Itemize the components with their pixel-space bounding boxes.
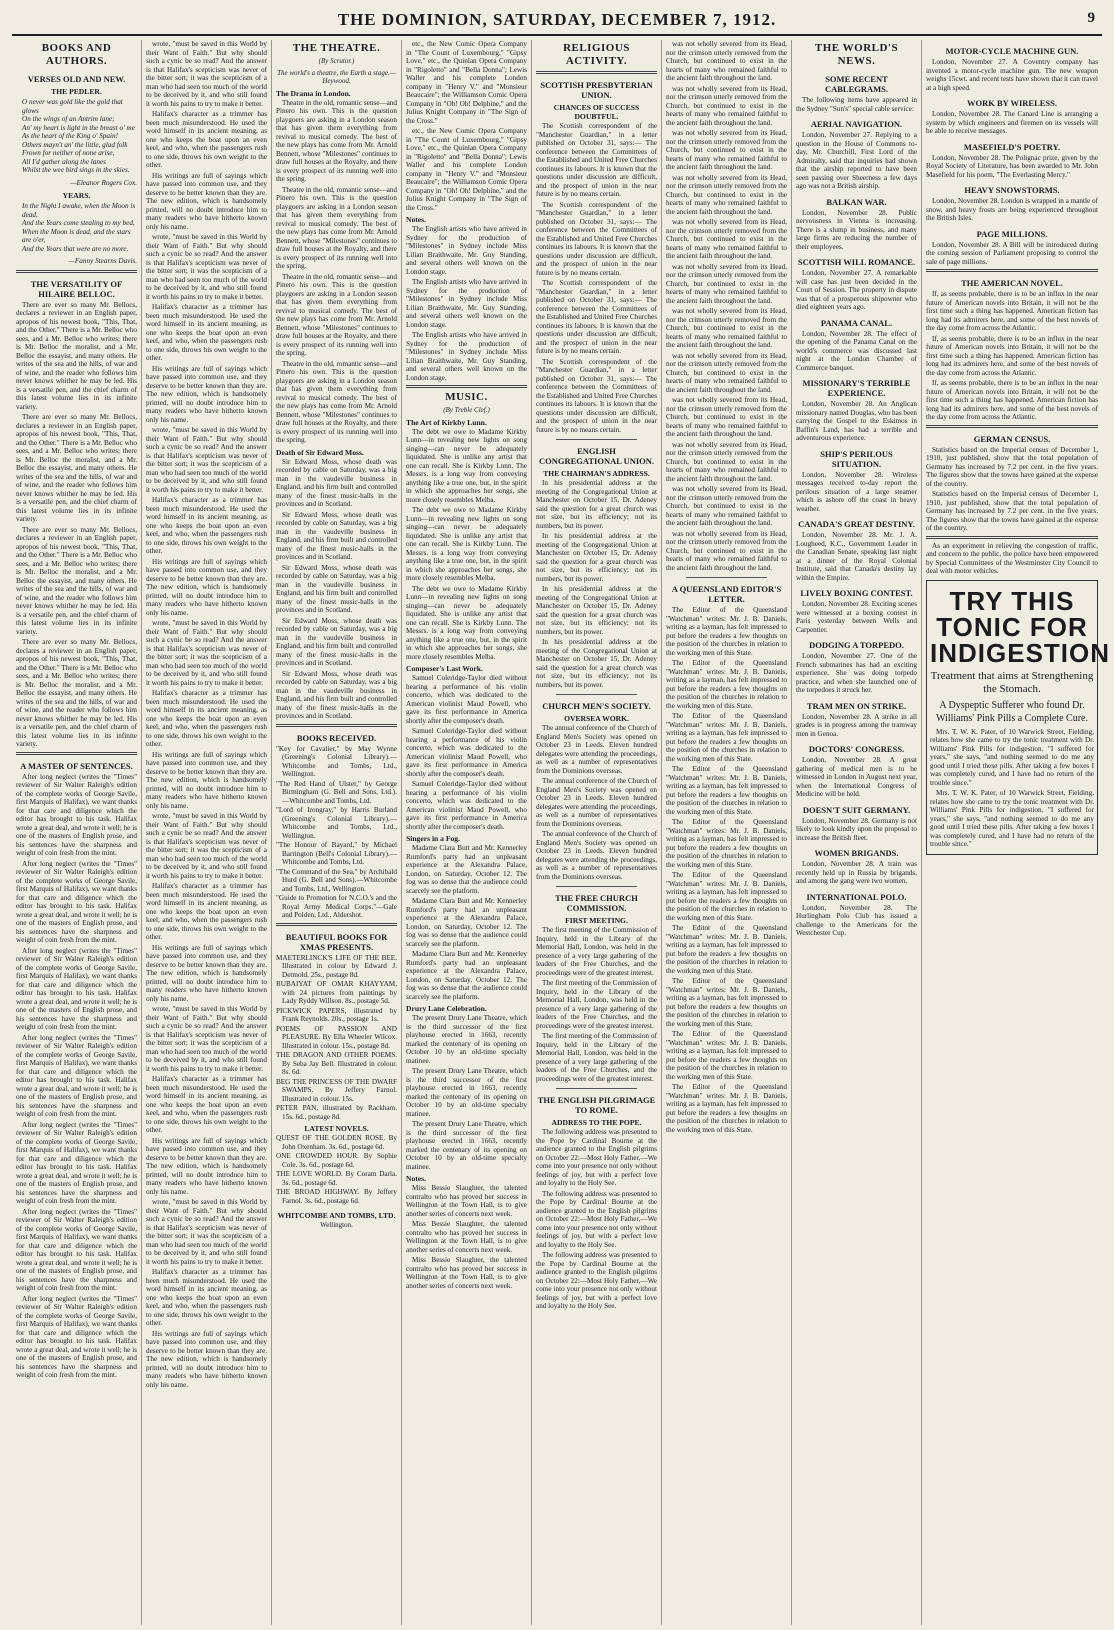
news-item-heading: MASEFIELD'S POETRY.: [963, 141, 1061, 152]
article-text: The debt we owe to Madame Kirkby Lunn—in revealing new lights on song singing—can never be adequately liquidated. She is unlike any artist that one can recall. She is Kirkby Lunn. The Messrs. is a long way from conveying anything like a true one, but, in the spirit in which she approaches her songs, she more closely resembles Melba.: [406, 506, 527, 582]
books-received-list: [276, 745, 397, 920]
poem-line: Others mayn't an' the little, glad folk: [22, 140, 128, 149]
article-text: The English artists who have arrived in Sydney for the production of "Milestones" in Sydney include Miss Lilian Braithwaite, Mr. Guy Standing, and several others well known on the London stage.: [406, 278, 527, 329]
article-text: If, as seems probable, there is to be an influx in the near future of American novels into Britain, it will not be the first time such a thing has happened. American fiction has long had its admirers here, and some of the best novels of the day come from across the Atlantic.: [926, 379, 1098, 421]
news-item-heading: MOTOR-CYCLE MACHINE GUN.: [945, 46, 1079, 56]
article-text: Miss Bessie Slaughter, the talented contralto who has proved her success in Wellington at the Town Hall, is to give another series of concerts next week.: [406, 1256, 527, 1290]
publisher-city: Wellington.: [320, 1221, 353, 1229]
subheading: The Drama in London.: [276, 88, 351, 98]
theatre-heading: THE THEATRE.: [292, 42, 381, 54]
divider: [276, 923, 397, 926]
column-theatre: [272, 40, 402, 1625]
list-item: "Guide to Promotion for N.C.O.'s and the Royal Army Medical Corps."—Gale and Polden, Ltd., Aldershot.: [276, 894, 397, 919]
poem-line: In the Night I awake, when the Moon is dead,: [22, 202, 136, 219]
byline: (By Scrutor.): [318, 57, 355, 65]
article-text: Miss Bessie Slaughter, the talented contralto who has proved her success in Wellington at the Town Hall, is to give another series of concerts next week.: [406, 1184, 527, 1218]
divider: [926, 269, 1098, 272]
poem-signature: —Eleanor Rogers Cox.: [70, 178, 137, 187]
divider: [556, 439, 637, 440]
news-item-text: London, November 28. Exciting scenes were witnessed at a boxing contest in Paris yesterday between Wells and Carpentier.: [796, 600, 917, 634]
article-text: The Editor of the Queensland "Watchman" writes: Mr. J. B. Daniels, writing as a layman, has felt impressed to put before the readers a few thoughts on the position of the churches in relation to the working men of this State.: [666, 659, 787, 710]
article-text: The English artists who have arrived in Sydney for the production of "Milestones" in Sydney include Miss Lilian Braithwaite, Mr. Guy Standing, and several others well known on the London stage.: [406, 225, 527, 276]
news-item-heading: CANADA'S GREAT DESTINY.: [798, 519, 915, 529]
news-item-text: London, November 28. A train was recently held up in Russia by brigands, and among the gang were two women.: [796, 860, 917, 885]
section-heading: ENGLISH CONGREGATIONAL UNION.: [538, 446, 655, 466]
article-text: The Editor of the Queensland "Watchman" writes: Mr. J. B. Daniels, writing as a layman, has felt impressed to put before the readers a few thoughts on the position of the churches in relation to the working men of this State.: [666, 924, 787, 975]
article-text: The following items have appeared in the Sydney "Sun's" special cable service:: [796, 96, 917, 113]
article-text: Sir Edward Moss, whose death was recorded by cable on Saturday, was a big man in the vaudeville business in England, and his firm built and controlled many of the finest music-halls in the provinces and in Scotland.: [276, 669, 397, 720]
poem-line: As the heart of the King o' Spain!: [22, 132, 118, 140]
subheading: Notes.: [406, 215, 427, 224]
article-text: The present Drury Lane Theatre, which is the third successor of the first playhouse erected in 1663, recently marked the centenary of its opening on October 10 by an old-time specialty matinee.: [406, 1067, 527, 1118]
news-item-text: London, November 28. The Hurlingham Polo Club has issued a challenge to the Americans for the Westchester Cup.: [796, 903, 917, 937]
column-news-ads: [922, 40, 1111, 1625]
list-item: "The Red Hand of Ulster," by George Birmingham (G. Bell and Sons, Ltd.).—Whitcombe and Tombs, Ltd.: [276, 779, 397, 805]
news-item-text: London, November 28. Mr. J. A. Lougheed, K.C., Government Leader in the Canadian Senate, speaking last night at a dinner of the Royal Colonial Institute, said that Canada's destiny lay within the Empire.: [796, 531, 917, 582]
news-item-heading: DOESN'T SUIT GERMANY.: [802, 804, 911, 815]
article-text: was not wholly severed from its Head, nor the crimson utterly removed from the Church, but continued to exist in the hearts of many who remained faithful to the ancient faith throughout the land.: [666, 485, 787, 527]
poem-line: When the Moon is dead, and the stars are o'er,: [22, 227, 131, 244]
article-text: The following address was presented to the Pope by Cardinal Bourne at the audience granted to the English pilgrims on October 22:—Most Holy Father,—We come into your presence not only without feelings of joy, but with a perfect love and loyalty to the Holy See.: [536, 1189, 657, 1249]
news-item-text: London, November 28. Public nervousness in Vienna is increasing. There is a slump in business, and many large firms are reducing the number of their employees.: [796, 208, 917, 251]
ad-text: Mrs. T. W. K. Pater, of 10 Warwick Street, Fielding, relates how she came to try the tonic treatment with Dr. Williams' Pink Pills for indigestion. "I suffered for years," she says, "and nothing seemed to do me any good until I tried these pills. After taking a few boxes I was completely cured, and I have had no return of the trouble since.": [930, 789, 1094, 848]
article-text: Samuel Coleridge-Taylor died without hearing a performance of his violin concerto, which was dedicated to the American violinist Maud Powell, who gave its first performance in America shortly after the composer's death.: [406, 780, 527, 831]
poem-line: Whilst the wee bird sings in the skies.: [22, 166, 130, 174]
news-item-heading: WOMEN BRIGANDS.: [814, 848, 899, 858]
article-text: The present Drury Lane Theatre, which is the third successor of the first playhouse erected in 1663, recently marked the centenary of its opening on October 10 by an old-time specialty matinee.: [406, 1014, 527, 1065]
divider: [276, 724, 397, 727]
article-text: After long neglect (writes the "Times" reviewer of Sir Walter Raleigh's edition of the complete works of George Savile, first Marquis of Halifax), we want thanks for that care and diligence which the editor has brought to his task. Halifax wrote a great deal, and wrote it well; he is one of the masters of English prose, and his sentences have the sharpness and weight of coin fresh from the mint.: [16, 1207, 137, 1292]
article-text: In his presidential address at the meeting of the Congregational Union at Manchester on October 15, Dr. Adeney said the question for a great church was not size, but its efficiency; not its numbers, but its power.: [536, 479, 657, 530]
article-text: His writings are full of sayings which have passed into common use, and they deserve to be better known than they are. The new edition, which is handsomely printed, will no doubt introduce him to many readers who have hitherto known only his name.: [146, 943, 267, 1003]
news-item-heading: WORK BY WIRELESS.: [967, 98, 1057, 108]
section-heading: CHURCH MEN'S SOCIETY.: [542, 701, 651, 711]
article-text: Samuel Coleridge-Taylor died without hearing a performance of his violin concerto, which was dedicated to the American violinist Maud Powell, who gave its first performance in America shortly after the composer's death.: [406, 727, 527, 778]
article-text: The present Drury Lane Theatre, which is the third successor of the first playhouse erected in 1663, recently marked the centenary of its opening on October 10 by an old-time specialty matinee.: [406, 1120, 527, 1171]
list-item: THE LOVE WORLD. By Coram Darla. 3s. 6d., postage 6d.: [276, 1170, 397, 1187]
article-text: was not wholly severed from its Head, nor the crimson utterly removed from the Church, but continued to exist in the hearts of many who remained faithful to the ancient faith throughout the land.: [666, 529, 787, 572]
column-books-authors: [12, 40, 142, 1625]
article-text: As an experiment in relieving the congestion of traffic, and concern to the public, the police have been empowered by Special Committees of the Westminster City Council to deal with motor vehicles.: [926, 541, 1098, 575]
divider: [926, 536, 1098, 539]
news-item-text: London, November 27. One of the French submarines has had an exciting experience. She was doing torpedo practice, and when she launched one of the torpedoes it struck her.: [796, 652, 917, 694]
news-item-text: London, November 28. The Canard Line is arranging a system by which engineers and firemen on its vessels will be able to receive messages.: [926, 110, 1098, 135]
article-text: The Scottish correspondent of the "Manchester Guardian," in a letter published on October 31, says:— The conference between the Committees of the Established and United Free Churches continues its labours. It is known that the questions under discussion are difficult, and the prospect of union in the near future is by no means certain.: [536, 200, 657, 277]
poem-signature: —Fanny Stearns Davis.: [68, 257, 137, 265]
article-text: was not wholly severed from its Head, nor the crimson utterly removed from the Church, but continued to exist in the hearts of many who remained faithful to the ancient faith throughout the land.: [666, 262, 787, 305]
news-item-text: London, November 28. An Anglican missionary named Douglas, who has been carrying the Gospel to the Eskimos in Baffin's Land, has had a terrible and adventurous experience.: [796, 400, 917, 442]
article-text: There are ever so many Mr. Bellocs, declares a reviewer in an English paper, apropos of his newest book, "This, That, and the Other." There is a Mr. Belloc who sees, and a Mr. Belloc who writes; there is Mr. Belloc the moralist, and a Mr. Belloc the essayist, and many others. He writes of the sea and the hills, of war and of wine, and the reader who follows him never knows whither he may be led. His is a versatile pen, and the chief charm of this latest volume lies in its infinite variety.: [16, 413, 137, 523]
divider: [556, 1088, 637, 1089]
article-text: The first meeting of the Commission of Inquiry, held in the Library of the Memorial Hall, London, was held in the presence of a very large gathering of the leaders of the Free Churches, and the proceedings were of the greatest interest.: [536, 979, 657, 1030]
divider: [536, 71, 657, 74]
music-heading: MUSIC.: [445, 391, 488, 403]
news-item-text: London, November 28. A strike in all grades is in progress among the tramway men in Genoa.: [796, 712, 917, 738]
subheading: Notes.: [406, 1174, 427, 1183]
masthead: [12, 6, 1102, 36]
poem-line: O never was gold like the gold that glows: [22, 98, 123, 115]
article-text: Halifax's character as a trimmer has been much misunderstood. He used the word himself in its ancient meaning, as one who keeps the boat upon an even keel, and who, when the passengers rush to one side, throws his own weight to the other.: [146, 882, 267, 941]
article-text: Theatre in the old, romantic sense—and Pinero his own. This is the question playgoers are asking in a London season that has given them everything from revival to musical comedy. The best of the new plays has come from Mr. Arnold Bennett, whose "Milestones" continues to draw full houses at the Royalty, and there is every prospect of its running well into the spring.: [276, 185, 397, 270]
article-text: The Editor of the Queensland "Watchman" writes: Mr. J. B. Daniels, writing as a layman, has felt impressed to put before the readers a few thoughts on the position of the churches in relation to the working men of this State.: [666, 818, 787, 869]
article-text: The Editor of the Queensland "Watchman" writes: Mr. J. B. Daniels, writing as a layman, has felt impressed to put before the readers a few thoughts on the position of the churches in relation to the working men of this State.: [666, 606, 787, 657]
article-text: His writings are full of sayings which have passed into common use, and they deserve to be better known than they are. The new edition, which is handsomely printed, will no doubt introduce him to many readers who have hitherto known only his name.: [146, 364, 267, 424]
news-item-heading: MISSIONARY'S TERRIBLE EXPERIENCE.: [802, 378, 911, 398]
list-item: PICKWICK PAPERS, illustrated by Frank Reynolds. 20s., postage 1s.: [276, 1006, 397, 1023]
article-text: Madame Clara Butt and Mr. Kennerley Rumford's party had an unpleasant experience at the Alexandra Palace, London, on Saturday, October 12. The fog was so dense that the audience could scarcely see the platform.: [406, 897, 527, 948]
article-text: After long neglect (writes the "Times" reviewer of Sir Walter Raleigh's edition of the complete works of George Savile, first Marquis of Halifax), we want thanks for that care and diligence which the editor has brought to his task. Halifax wrote a great deal, and wrote it well; he is one of the masters of English prose, and his sentences have the sharpness and weight of coin fresh from the mint.: [16, 1294, 137, 1379]
news-item-text: London, November 28. Germany is not likely to look kindly upon the proposal to increase the British fleet.: [796, 816, 917, 842]
news-item-heading: LIVELY BOXING CONTEST.: [800, 588, 913, 598]
news-item-heading: BALKAN WAR.: [826, 196, 887, 207]
subheading: Drury Lane Celebration.: [406, 1004, 487, 1013]
article-text: His writings are full of sayings which have passed into common use, and they deserve to be better known than they are. The new edition, which is handsomely printed, will no doubt introduce him to many readers who have hitherto known only his name.: [146, 171, 267, 231]
article-text: Halifax's character as a trimmer has been much misunderstood. He used the word himself in its ancient meaning, as one who keeps the boat upon an even keel, and who, when the passengers rush to one side, throws his own weight to the other.: [146, 110, 267, 169]
list-item: BEG THE PRINCESS OF THE DWARF SWAMPS. By Jeffery Farnol. Illustrated in colour. 15s.: [276, 1077, 397, 1103]
article-text: was not wholly severed from its Head, nor the crimson utterly removed from the Church, but continued to exist in the hearts of many who remained faithful to the ancient faith throughout the land.: [666, 351, 787, 394]
news-item-heading: SHIP'S PERILOUS SITUATION.: [820, 448, 893, 469]
article-text: Halifax's character as a trimmer has been much misunderstood. He used the word himself in its ancient meaning, as one who keeps the boat upon an even keel, and who, when the passengers rush to one side, throws his own weight to the other.: [146, 496, 267, 555]
article-text: wrote, "must be saved in this World by their Want of Faith." But why should such a cynic be so read? And the answer is that Halifax's scepticism was never of the bitter sort; it was the scepticism of a man who had seen too much of the world to be deceived by it, and who still found it worth his pains to try to make it better.: [146, 812, 267, 880]
article-text: wrote, "must be saved in this World by their Want of Faith." But why should such a cynic be so read? And the answer is that Halifax's scepticism was never of the bitter sort; it was the scepticism of a man who had seen too much of the world to be deceived by it, and who still found it worth his pains to try to make it better.: [146, 233, 267, 301]
section-heading: A QUEENSLAND EDITOR'S LETTER.: [671, 584, 782, 604]
article-text: After long neglect (writes the "Times" reviewer of Sir Walter Raleigh's edition of the complete works of George Savile, first Marquis of Halifax), we want thanks for that care and diligence which the editor has brought to his task. Halifax wrote a great deal, and wrote it well; he is one of the masters of English prose, and his sentences have the sharpness and weight of coin fresh from the mint.: [16, 946, 137, 1031]
news-item-heading: PANAMA CANAL.: [820, 317, 893, 328]
column-religious-activity: [532, 40, 662, 1625]
news-item-text: London, November 28. A Bill will be introduced during the coming session of Parliament proposing to control the sale of page millions.: [926, 240, 1098, 266]
list-item: ONE CROWDED HOUR. By Sophie Cole. 3s. 6d., postage 6d.: [276, 1152, 397, 1169]
subheading: Singers in a Fog.: [406, 834, 461, 843]
article-text: The Editor of the Queensland "Watchman" writes: Mr. J. B. Daniels, writing as a layman, has felt impressed to put before the readers a few thoughts on the position of the churches in relation to the working men of this State.: [666, 765, 787, 816]
list-item: RUBAIYAT OF OMAR KHAYYAM, with 24 pictures from paintings by Lady Ryddy Willson. 8s., postage 5d.: [276, 980, 397, 1005]
article-text: Miss Bessie Slaughter, the talented contralto who has proved her success in Wellington at the Town Hall, is to give another series of concerts next week.: [406, 1220, 527, 1254]
ad-headline: TRY THIS TONIC FOR INDIGESTION: [930, 585, 1111, 668]
news-item-heading: AERIAL NAVIGATION.: [810, 119, 903, 129]
page-number: 9: [1087, 10, 1096, 26]
article-text: After long neglect (writes the "Times" reviewer of Sir Walter Raleigh's edition of the complete works of George Savile, first Marquis of Halifax), we want thanks for that care and diligence which the editor has brought to his task. Halifax wrote a great deal, and wrote it well; he is one of the masters of English prose, and his sentences have the sharpness and weight of coin fresh from the mint.: [16, 1120, 137, 1205]
poem-years: [16, 202, 137, 253]
news-item-heading: PAGE MILLIONS.: [976, 228, 1048, 239]
article-text: His writings are full of sayings which have passed into common use, and they deserve to be better known than they are. The new edition, which is handsomely printed, will no doubt introduce him to many readers who have hitherto known only his name.: [146, 557, 267, 617]
xmas-books-heading: BEAUTIFUL BOOKS FOR XMAS PRESENTS.: [285, 931, 388, 952]
article-text: wrote, "must be saved in this World by their Want of Faith." But why should such a cynic be so read? And the answer is that Halifax's scepticism was never of the bitter sort; it was the scepticism of a man who had seen too much of the world to be deceived by it, and who still found it worth his pains to try to make it better.: [146, 1198, 267, 1266]
article-text: In his presidential address at the meeting of the Congregational Union at Manchester on October 15, Dr. Adeney said the question for a great church was not size, but its efficiency; not its numbers, but its power.: [536, 532, 657, 583]
byline: (By Treble Clef.): [443, 406, 490, 414]
column-halifax: [142, 40, 272, 1625]
article-text: was not wholly severed from its Head, nor the crimson utterly removed from the Church, but continued to exist in the hearts of many who remained faithful to the ancient faith throughout the land.: [666, 218, 787, 260]
poem-pedler: [16, 98, 137, 175]
ad-subheadline-2: A Dyspeptic Sufferer who found Dr. Williams' Pink Pills a Complete Cure.: [936, 699, 1088, 724]
latest-novels-list: [276, 1134, 397, 1205]
religious-heading: RELIGIOUS ACTIVITY.: [563, 42, 630, 67]
divider: [686, 577, 767, 578]
article-text: wrote, "must be saved in this World by their Want of Faith." But why should such a cynic be so read? And the answer is that Halifax's scepticism was never of the bitter sort; it was the scepticism of a man who had seen too much of the world to be deceived by it, and who still found it worth his pains to try to make it better.: [146, 619, 267, 687]
article-text: The annual conference of the Church of England Men's Society was opened on October 23 in Leeds. Eleven hundred delegates were attending the proceedings, as well as a number of representatives from the Dominions overseas.: [536, 830, 657, 881]
poem-line: Frown for neither of none arise,: [22, 149, 115, 157]
article-text: The debt we owe to Madame Kirkby Lunn—in revealing new lights on song singing—can never be adequately liquidated. She is unlike any artist that one can recall. She is Kirkby Lunn. The Messrs. is a long way from conveying anything like a true one, but, in the spirit in which she approaches her songs, she more closely resembles Melba.: [406, 427, 527, 504]
latest-novels-heading: LATEST NOVELS.: [304, 1124, 369, 1133]
article-text: His writings are full of sayings which have passed into common use, and they deserve to be better known than they are. The new edition, which is handsomely printed, will no doubt introduce him to many readers who have hitherto known only his name.: [146, 1136, 267, 1196]
news-item-text: London, November 28. The effect of the opening of the Panama Canal on the world's commerce was discussed last night at the London Chamber of Commerce banquet.: [796, 329, 917, 372]
article-text: After long neglect (writes the "Times" reviewer of Sir Walter Raleigh's edition of the complete works of George Savile, first Marquis of Halifax), we want thanks for that care and diligence which the editor has brought to his task. Halifax wrote a great deal, and wrote it well; he is one of the masters of English prose, and his sentences have the sharpness and weight of coin fresh from the mint.: [16, 859, 137, 944]
news-item-text: London, November 28. The Polignac prize, given by the Royal Society of Literature, has been awarded to Mr. John Masefield for his poem, "The Everlasting Mercy.": [926, 153, 1098, 179]
divider: [16, 752, 137, 755]
divider: [16, 270, 137, 273]
article-text: If, as seems probable, there is to be an influx in the near future of American novels into Britain, it will not be the first time such a thing has happened. American fiction has long had its admirers here, and some of the best novels of the day come from across the Atlantic.: [926, 334, 1098, 377]
list-item: PETER PAN, illustrated by Rackham. 15s. 6d., postage 8d.: [276, 1104, 397, 1121]
list-item: THE BROAD HIGHWAY. By Jeffery Farnol. 3s. 6d., postage 6d.: [276, 1188, 397, 1205]
master-sentences-heading: A MASTER OF SENTENCES.: [20, 760, 133, 771]
books-received-heading: BOOKS RECEIVED.: [296, 732, 377, 743]
article-text: If, as seems probable, there is to be an influx in the near future of American novels into Britain, it will not be the first time such a thing has happened. American fiction has long had its admirers here, and some of the best novels of the day come from across the Atlantic.: [926, 290, 1098, 332]
section-heading: THE FREE CHURCH COMMISSION.: [555, 893, 638, 913]
poem-line: And the Years come stealing to my bed,: [22, 219, 135, 227]
divider: [556, 694, 637, 695]
article-text: After long neglect (writes the "Times" reviewer of Sir Walter Raleigh's edition of the complete works of George Savile, first Marquis of Halifax), we want thanks for that care and diligence which the editor has brought to his task. Halifax wrote a great deal, and wrote it well; he is one of the masters of English prose, and his sentences have the sharpness and weight of coin fresh from the mint.: [16, 772, 137, 857]
article-text: The annual conference of the Church of England Men's Society was opened on October 23 in Leeds. Eleven hundred delegates were attending the proceedings, as well as a number of representatives from the Dominions overseas.: [536, 777, 657, 828]
article-text: The Editor of the Queensland "Watchman" writes: Mr. J. B. Daniels, writing as a layman, has felt impressed to put before the readers a few thoughts on the position of the churches in relation to the working men of this State.: [666, 1083, 787, 1134]
news-item-heading: INTERNATIONAL POLO.: [806, 891, 907, 902]
article-text: Theatre in the old, romantic sense—and Pinero his own. This is the question playgoers are asking in a London season that has given them everything from revival to musical comedy. The best of the new plays has come from Mr. Arnold Bennett, whose "Milestones" continues to draw full houses at the Royalty, and there is every prospect of its running well into the spring.: [276, 359, 397, 444]
divider: [556, 886, 637, 887]
article-text: After long neglect (writes the "Times" reviewer of Sir Walter Raleigh's edition of the complete works of George Savile, first Marquis of Halifax), we want thanks for that care and diligence which the editor has brought to his task. Halifax wrote a great deal, and wrote it well; he is one of the masters of English prose, and his sentences have the sharpness and weight of coin fresh from the mint.: [16, 1033, 137, 1118]
list-item: "Key for Cavalier," by May Wynne (Greening's Colonial Library).—Whitcombe and Tombs, Ltd., Wellington.: [276, 744, 397, 778]
list-item: MAETERLINCK'S LIFE OF THE BEE. Illustrated in colour by Edward J. Detmold. 25s., postage 8d.: [276, 953, 397, 979]
article-text: was not wholly severed from its Head, nor the crimson utterly removed from the Church, but continued to exist in the hearts of many who remained faithful to the ancient faith throughout the land.: [666, 396, 787, 438]
divider: [406, 385, 527, 388]
subheading: The Art of Kirkby Lunn.: [406, 417, 487, 427]
list-item: "The Honour of Bayard," by Michael Barrington (Bell's Colonial Library).—Whitcombe and Tombs, Ltd.: [276, 841, 397, 866]
section-heading: THE ENGLISH PILGRIMAGE TO ROME.: [537, 1095, 656, 1115]
article-text: Theatre in the old, romantic sense—and Pinero his own. This is the question playgoers are asking in a London season that has given them everything from revival to musical comedy. The best of the new plays has come from Mr. Arnold Bennett, whose "Milestones" continues to draw full houses at the Royalty, and there is every prospect of its running well into the spring.: [276, 272, 397, 357]
list-item: THE DRAGON AND OTHER POEMS. By Seba Jay Bell. Illustrated in colour. 8s. 6d.: [276, 1051, 397, 1076]
article-text: Halifax's character as a trimmer has been much misunderstood. He used the word himself in its ancient meaning, as one who keeps the boat upon an even keel, and who, when the passengers rush to one side, throws his own weight to the other.: [146, 1268, 267, 1327]
article-text: The Editor of the Queensland "Watchman" writes: Mr. J. B. Daniels, writing as a layman, has felt impressed to put before the readers a few thoughts on the position of the churches in relation to the working men of this State.: [666, 871, 787, 922]
article-text: The following address was presented to the Pope by Cardinal Bourne at the audience granted to the English pilgrims on October 22:—Most Holy Father,—We come into your presence not only without feelings of joy, but with a perfect love and loyalty to the Holy See.: [536, 1128, 657, 1187]
article-text: The Editor of the Queensland "Watchman" writes: Mr. J. B. Daniels, writing as a layman, has felt impressed to put before the readers a few thoughts on the position of the churches in relation to the working men of this State.: [666, 712, 787, 763]
verses-heading: VERSES OLD AND NEW.: [27, 74, 126, 84]
article-text: wrote, "must be saved in this World by their Want of Faith." But why should such a cynic be so read? And the answer is that Halifax's scepticism was never of the bitter sort; it was the scepticism of a man who had seen too much of the world to be deceived by it, and who still found it worth his pains to try to make it better.: [146, 426, 267, 494]
news-item-heading: SCOTTISH WILL ROMANCE.: [797, 257, 916, 267]
article-text: Statistics based on the Imperial census of December 1, 1910, just published, show that the total population of Germany has increased by 7.2 per cent. in the five years. The figures show that the towns have gained at the expense of the country.: [926, 445, 1098, 488]
article-text: The first meeting of the Commission of Inquiry, held in the Library of the Memorial Hall, London, was held in the presence of a very large gathering of the leaders of the Free Churches, and the proceedings were of the greatest interest.: [536, 926, 657, 977]
article-text: Theatre in the old, romantic sense—and Pinero his own. This is the question playgoers are asking in a London season that has given them everything from revival to musical comedy. The best of the new plays has come from Mr. Arnold Bennett, whose "Milestones" continues to draw full houses at the Royalty, and there is every prospect of its running well into the spring.: [276, 98, 397, 183]
article-text: The Scottish correspondent of the "Manchester Guardian," in a letter published on October 31, says:— The conference between the Committees of the Established and United Free Churches continues its labours. It is known that the questions under discussion are difficult, and the prospect of union in the near future is by no means certain.: [536, 122, 657, 198]
xmas-books-list: [276, 954, 397, 1122]
article-text: The Scottish correspondent of the "Manchester Guardian," in a letter published on October 31, says:— The conference between the Committees of the Established and United Free Churches continues its labours. It is known that the questions under discussion are difficult, and the prospect of union in the near future is by no means certain.: [536, 357, 657, 434]
column-worlds-news: [792, 40, 922, 1625]
news-item-text: London, November 28. Wireless messages received to-day report the perilous situation of a large steamer which is ashore off the coast in heavy weather.: [796, 470, 917, 513]
books-authors-heading: BOOKS AND AUTHORS.: [41, 42, 112, 67]
worlds-news-heading: THE WORLD'S NEWS.: [814, 42, 899, 67]
article-text: wrote, "must be saved in this World by their Want of Faith." But why should such a cynic be so read? And the answer is that Halifax's scepticism was never of the bitter sort; it was the scepticism of a man who had seen too much of the world to be deceived by it, and who still found it worth his pains to try to make it better.: [146, 40, 267, 108]
article-text: The debt we owe to Madame Kirkby Lunn—in revealing new lights on song singing—can never be adequately liquidated. She is unlike any artist that one can recall. She is Kirkby Lunn. The Messrs. is a long way from conveying anything like a true one, but, in the spirit in which she approaches her songs, she more closely resembles Melba.: [406, 584, 527, 661]
list-item: "The Command of the Sea," by Archibald Hurd (G. Bell and Sons).—Whitcombe and Tombs, Ltd., Wellington.: [276, 867, 397, 893]
article-text: was not wholly severed from its Head, nor the crimson utterly removed from the Church, but continued to exist in the hearts of many who remained faithful to the ancient faith throughout the land.: [666, 173, 787, 216]
section-heading: SCOTTISH PRESBYTERIAN UNION.: [540, 80, 653, 100]
section-subheading: THE CHAIRMAN'S ADDRESS.: [543, 469, 650, 478]
poem-pedler-title: THE PEDLER.: [51, 87, 102, 96]
list-item: POEMS OF PASSION AND PLEASURE. By Ella Wheeler Wilcox. Illustrated in colour. 15s., postage 8d.: [276, 1024, 397, 1050]
news-item-text: London, November 27. A remarkable will case has just been decided in the Court of Session. The property in dispute was that of a prosperous shipowner who died eighteen years ago.: [796, 269, 917, 311]
article-text: Halifax's character as a trimmer has been much misunderstood. He used the word himself in its ancient meaning, as one who keeps the boat upon an even keel, and who, when the passengers rush to one side, throws his own weight to the other.: [146, 303, 267, 362]
belloc-heading: THE VERSATILITY OF HILAIRE BELLOC.: [30, 278, 123, 299]
article-text: The English artists who have arrived in Sydney for the production of "Milestones" in Sydney include Miss Lilian Braithwaite, Mr. Guy Standing, and several others well known on the London stage.: [406, 331, 527, 382]
poem-line: And the Years that were are no more.: [22, 244, 129, 253]
article-text: The Editor of the Queensland "Watchman" writes: Mr. J. B. Daniels, writing as a layman, has felt impressed to put before the readers a few thoughts on the position of the churches in relation to the working men of this State.: [666, 977, 787, 1028]
article-text: His writings are full of sayings which have passed into common use, and they deserve to be better known than they are. The new edition, which is handsomely printed, will no doubt introduce him to many readers who have hitherto known only his name.: [146, 1329, 267, 1389]
news-item-text: London, November 28. London is wrapped in a mantle of snow, and heavy frosts are being experienced throughout the British Isles.: [926, 197, 1098, 222]
section-subheading: OVERSEA WORK.: [564, 714, 629, 723]
article-text: Sir Edward Moss, whose death was recorded by cable on Saturday, was a big man in the vaudeville business in England, and his firm built and controlled many of the finest music-halls in the provinces and in Scotland.: [276, 616, 397, 667]
article-text: Madame Clara Butt and Mr. Kennerley Rumford's party had an unpleasant experience at the Alexandra Palace, London, on Saturday, October 12. The fog was so dense that the audience could scarcely see the platform.: [406, 950, 527, 1001]
divider: [926, 425, 1098, 428]
ad-text: Mrs. T. W. K. Pater, of 10 Warwick Street, Fielding, relates how she came to try the tonic treatment with Dr. Williams' Pink Pills for indigestion. "I suffered for years," she says, "and nothing seemed to do me any good until I tried these pills. After taking a few boxes I was completely cured, and I have had no return of the trouble since.": [930, 727, 1094, 787]
article-text: There are ever so many Mr. Bellocs, declares a reviewer in an English paper, apropos of his newest book, "This, That, and the Other." There is a Mr. Belloc who sees, and a Mr. Belloc who writes; there is Mr. Belloc the moralist, and a Mr. Belloc the essayist, and many others. He writes of the sea and the hills, of war and of wine, and the reader who follows him never knows whither he may be led. His is a versatile pen, and the chief charm of this latest volume lies in its infinite variety.: [16, 638, 137, 748]
article-text: etc., the New Comic Opera Company in "The Count of Luxembourg," "Gipsy Love," etc., the Quinlan Opera Company in "Rigoletto" and "Bella Donna"; Lewis Waller and his complete London company in "Henry V." and "Monsieur Beaucaire"; the Williamson Comic Opera Company in "Oh! Oh! Delphine," and the Julius Knight Company in "The Sign of the Cross.": [406, 127, 527, 212]
masthead-title: THE DOMINION, SATURDAY, DECEMBER 7, 1912.: [337, 10, 777, 29]
list-item: "Lord of Irongray," by Harris Burland (Greening's Colonial Library).—Whitcombe and Tombs, Ltd., Wellington.: [276, 806, 397, 840]
cablegrams-heading: SOME RECENT CABLEGRAMS.: [824, 74, 889, 94]
american-novel-heading: THE AMERICAN NOVEL.: [961, 278, 1063, 288]
article-text: was not wholly severed from its Head, nor the crimson utterly removed from the Church, but continued to exist in the hearts of many who remained faithful to the ancient faith throughout the land.: [666, 40, 787, 82]
list-item: QUEST OF THE GOLDEN ROSE. By John Oxenham. 3s. 6d., postage 6d.: [276, 1134, 397, 1151]
article-text: Sir Edward Moss, whose death was recorded by cable on Saturday, was a big man in the vaudeville business in England, and his firm built and controlled many of the finest music-halls in the provinces and in Scotland.: [276, 510, 397, 561]
column-religious-continued: [662, 40, 792, 1625]
article-text: Madame Clara Butt and Mr. Kennerley Rumford's party had an unpleasant experience at the Alexandra Palace, London, on Saturday, October 12. The fog was so dense that the audience could scarcely see the platform.: [406, 844, 527, 895]
section-subheading: CHANCES OF SUCCESS DOUBTFUL.: [553, 103, 640, 121]
section-subheading: FIRST MEETING.: [565, 916, 628, 925]
news-item-heading: HEAVY SNOWSTORMS.: [964, 185, 1060, 195]
article-text: was not wholly severed from its Head, nor the crimson utterly removed from the Church, but continued to exist in the hearts of many who remained faithful to the ancient faith throughout the land.: [666, 307, 787, 349]
publisher-name: WHITCOMBE AND TOMBS, LTD.: [277, 1211, 396, 1220]
article-text: Samuel Coleridge-Taylor died without hearing a performance of his violin concerto, which was dedicated to the American violinist Maud Powell, who gave its first performance in America shortly after the composer's death.: [406, 674, 527, 725]
poem-line: All I'd gather along the lanes: [22, 157, 106, 166]
article-text: Halifax's character as a trimmer has been much misunderstood. He used the word himself in its ancient meaning, as one who keeps the boat upon an even keel, and who, when the passengers rush to one side, throws his own weight to the other.: [146, 689, 267, 748]
article-text: wrote, "must be saved in this World by their Want of Faith." But why should such a cynic be so read? And the answer is that Halifax's scepticism was never of the bitter sort; it was the scepticism of a man who had seen too much of the world to be deceived by it, and who still found it worth his pains to try to make it better.: [146, 1005, 267, 1073]
article-text: Halifax's character as a trimmer has been much misunderstood. He used the word himself in its ancient meaning, as one who keeps the boat upon an even keel, and who, when the passengers rush to one side, throws his own weight to the other.: [146, 1075, 267, 1134]
article-text: In his presidential address at the meeting of the Congregational Union at Manchester on October 15, Dr. Adeney said the question for a great church was not size, but its efficiency; not its numbers, but its power.: [536, 585, 657, 636]
news-item-heading: DODGING A TORPEDO.: [809, 640, 904, 650]
subheading: Composer's Last Work.: [406, 664, 483, 673]
article-text: The following address was presented to the Pope by Cardinal Bourne at the audience granted to the English pilgrims on October 22:—Most Holy Father,—We come into your presence not only without feelings of joy, but with a perfect love and loyalty to the Holy See.: [536, 1251, 657, 1310]
article-text: There are ever so many Mr. Bellocs, declares a reviewer in an English paper, apropos of his newest book, "This, That, and the Other." There is a Mr. Belloc who sees, and a Mr. Belloc who writes; there is Mr. Belloc the moralist, and a Mr. Belloc the essayist, and many others. He writes of the sea and the hills, of war and of wine, and the reader who follows him never knows whither he may be led. His is a versatile pen, and the chief charm of this latest volume lies in its infinite variety.: [16, 525, 137, 636]
columns: [12, 40, 1111, 1625]
news-item-text: London, November 27. A Coventry company has invented a motor-cycle machine gun. The new weapon weighs 15cwt. and recent tests have shown that it can travel at a high speed.: [926, 58, 1098, 92]
article-text: was not wholly severed from its Head, nor the crimson utterly removed from the Church, but continued to exist in the hearts of many who remained faithful to the ancient faith throughout the land.: [666, 84, 787, 127]
poem-years-title: YEARS.: [62, 191, 91, 200]
article-text: There are ever so many Mr. Bellocs, declares a reviewer in an English paper, apropos of his newest book, "This, That, and the Other." There is a Mr. Belloc who sees, and a Mr. Belloc who writes; there is Mr. Belloc the moralist, and a Mr. Belloc the essayist, and many others. He writes of the sea and the hills, of war and of wine, and the reader who follows him never knows whither he may be led. His is a versatile pen, and the chief charm of this latest volume lies in its infinite variety.: [16, 300, 137, 411]
ad-subheadline: Treatment that aims at Strengthening the Stomach.: [930, 669, 1094, 695]
article-text: The first meeting of the Commission of Inquiry, held in the Library of the Memorial Hall, London, was held in the presence of a very large gathering of the leaders of the Free Churches, and the proceedings were of the greatest interest.: [536, 1032, 657, 1083]
subheading: Death of Sir Edward Moss.: [276, 447, 364, 457]
article-text: His writings are full of sayings which have passed into common use, and they deserve to be better known than they are. The new edition, which is handsomely printed, will no doubt introduce him to many readers who have hitherto known only his name.: [146, 750, 267, 810]
poem-line: An' my heart is light in the breast o' me: [22, 123, 135, 132]
german-census-heading: GERMAN CENSUS.: [973, 433, 1051, 444]
article-text: In his presidential address at the meeting of the Congregational Union at Manchester on October 15, Dr. Adeney said the question for a great church was not size, but its efficiency; not its numbers, but its power.: [536, 638, 657, 689]
section-subheading: ADDRESS TO THE POPE.: [551, 1118, 642, 1127]
news-item-heading: TRAM MEN ON STRIKE.: [806, 700, 907, 711]
news-items: [796, 119, 917, 938]
article-text: The Editor of the Queensland "Watchman" writes: Mr. J. B. Daniels, writing as a layman, has felt impressed to put before the readers a few thoughts on the position of the churches in relation to the working men of this State.: [666, 1030, 787, 1081]
motto: The world's a theatre, the Earth a stage.—Heywood.: [277, 68, 396, 85]
article-text: Statistics based on the Imperial census of December 1, 1910, just published, show that the total population of Germany has increased by 7.2 per cent. in the five years. The figures show that the towns have gained at the expense of the country.: [926, 490, 1098, 532]
article-text: was not wholly severed from its Head, nor the crimson utterly removed from the Church, but continued to exist in the hearts of many who remained faithful to the ancient faith throughout the land.: [666, 129, 787, 171]
article-text: Sir Edward Moss, whose death was recorded by cable on Saturday, was a big man in the vaudeville business in England, and his firm built and controlled many of the finest music-halls in the provinces and in Scotland.: [276, 457, 397, 508]
tonic-advertisement: [926, 580, 1111, 855]
article-text: The annual conference of the Church of England Men's Society was opened on October 23 in Leeds. Eleven hundred delegates were attending the proceedings, as well as a number of representatives from the Dominions overseas.: [536, 724, 657, 775]
article-text: The Scottish correspondent of the "Manchester Guardian," in a letter published on October 31, says:— The conference between the Committees of the Established and United Free Churches continues its labours. It is known that the questions under discussion are difficult, and the prospect of union in the near future is by no means certain.: [536, 279, 657, 355]
article-text: was not wholly severed from its Head, nor the crimson utterly removed from the Church, but continued to exist in the hearts of many who remained faithful to the ancient faith throughout the land.: [666, 440, 787, 483]
article-text: Sir Edward Moss, whose death was recorded by cable on Saturday, was a big man in the vaudeville business in England, and his firm built and controlled many of the finest music-halls in the provinces and in Scotland.: [276, 563, 397, 614]
news-item-text: London, November 28. A great gathering of medical men is to be witnessed in London in August next year, when the International Congress of Medicine will be held.: [796, 756, 917, 798]
news-item-heading: DOCTORS' CONGRESS.: [808, 744, 905, 754]
column-theatre-music: [402, 40, 532, 1625]
poem-line: On the wings of an Antrim lane;: [22, 115, 115, 123]
news-item-text: London, November 27. Replying to a question in the House of Commons to-day, Mr. Churchill, First Lord of the Admiralty, said that inquiries had shown that the airship reported to have been seen passing over Sheerness a few days ago was not a British airship.: [796, 131, 917, 190]
article-text: etc., the New Comic Opera Company in "The Count of Luxembourg," "Gipsy Love," etc., the Quinlan Opera Company in "Rigoletto" and "Bella Donna"; Lewis Waller and his complete London company in "Henry V." and "Monsieur Beaucaire"; the Williamson Comic Opera Company in "Oh! Oh! Delphine," and the Julius Knight Company in "The Sign of the Cross.": [406, 40, 527, 125]
